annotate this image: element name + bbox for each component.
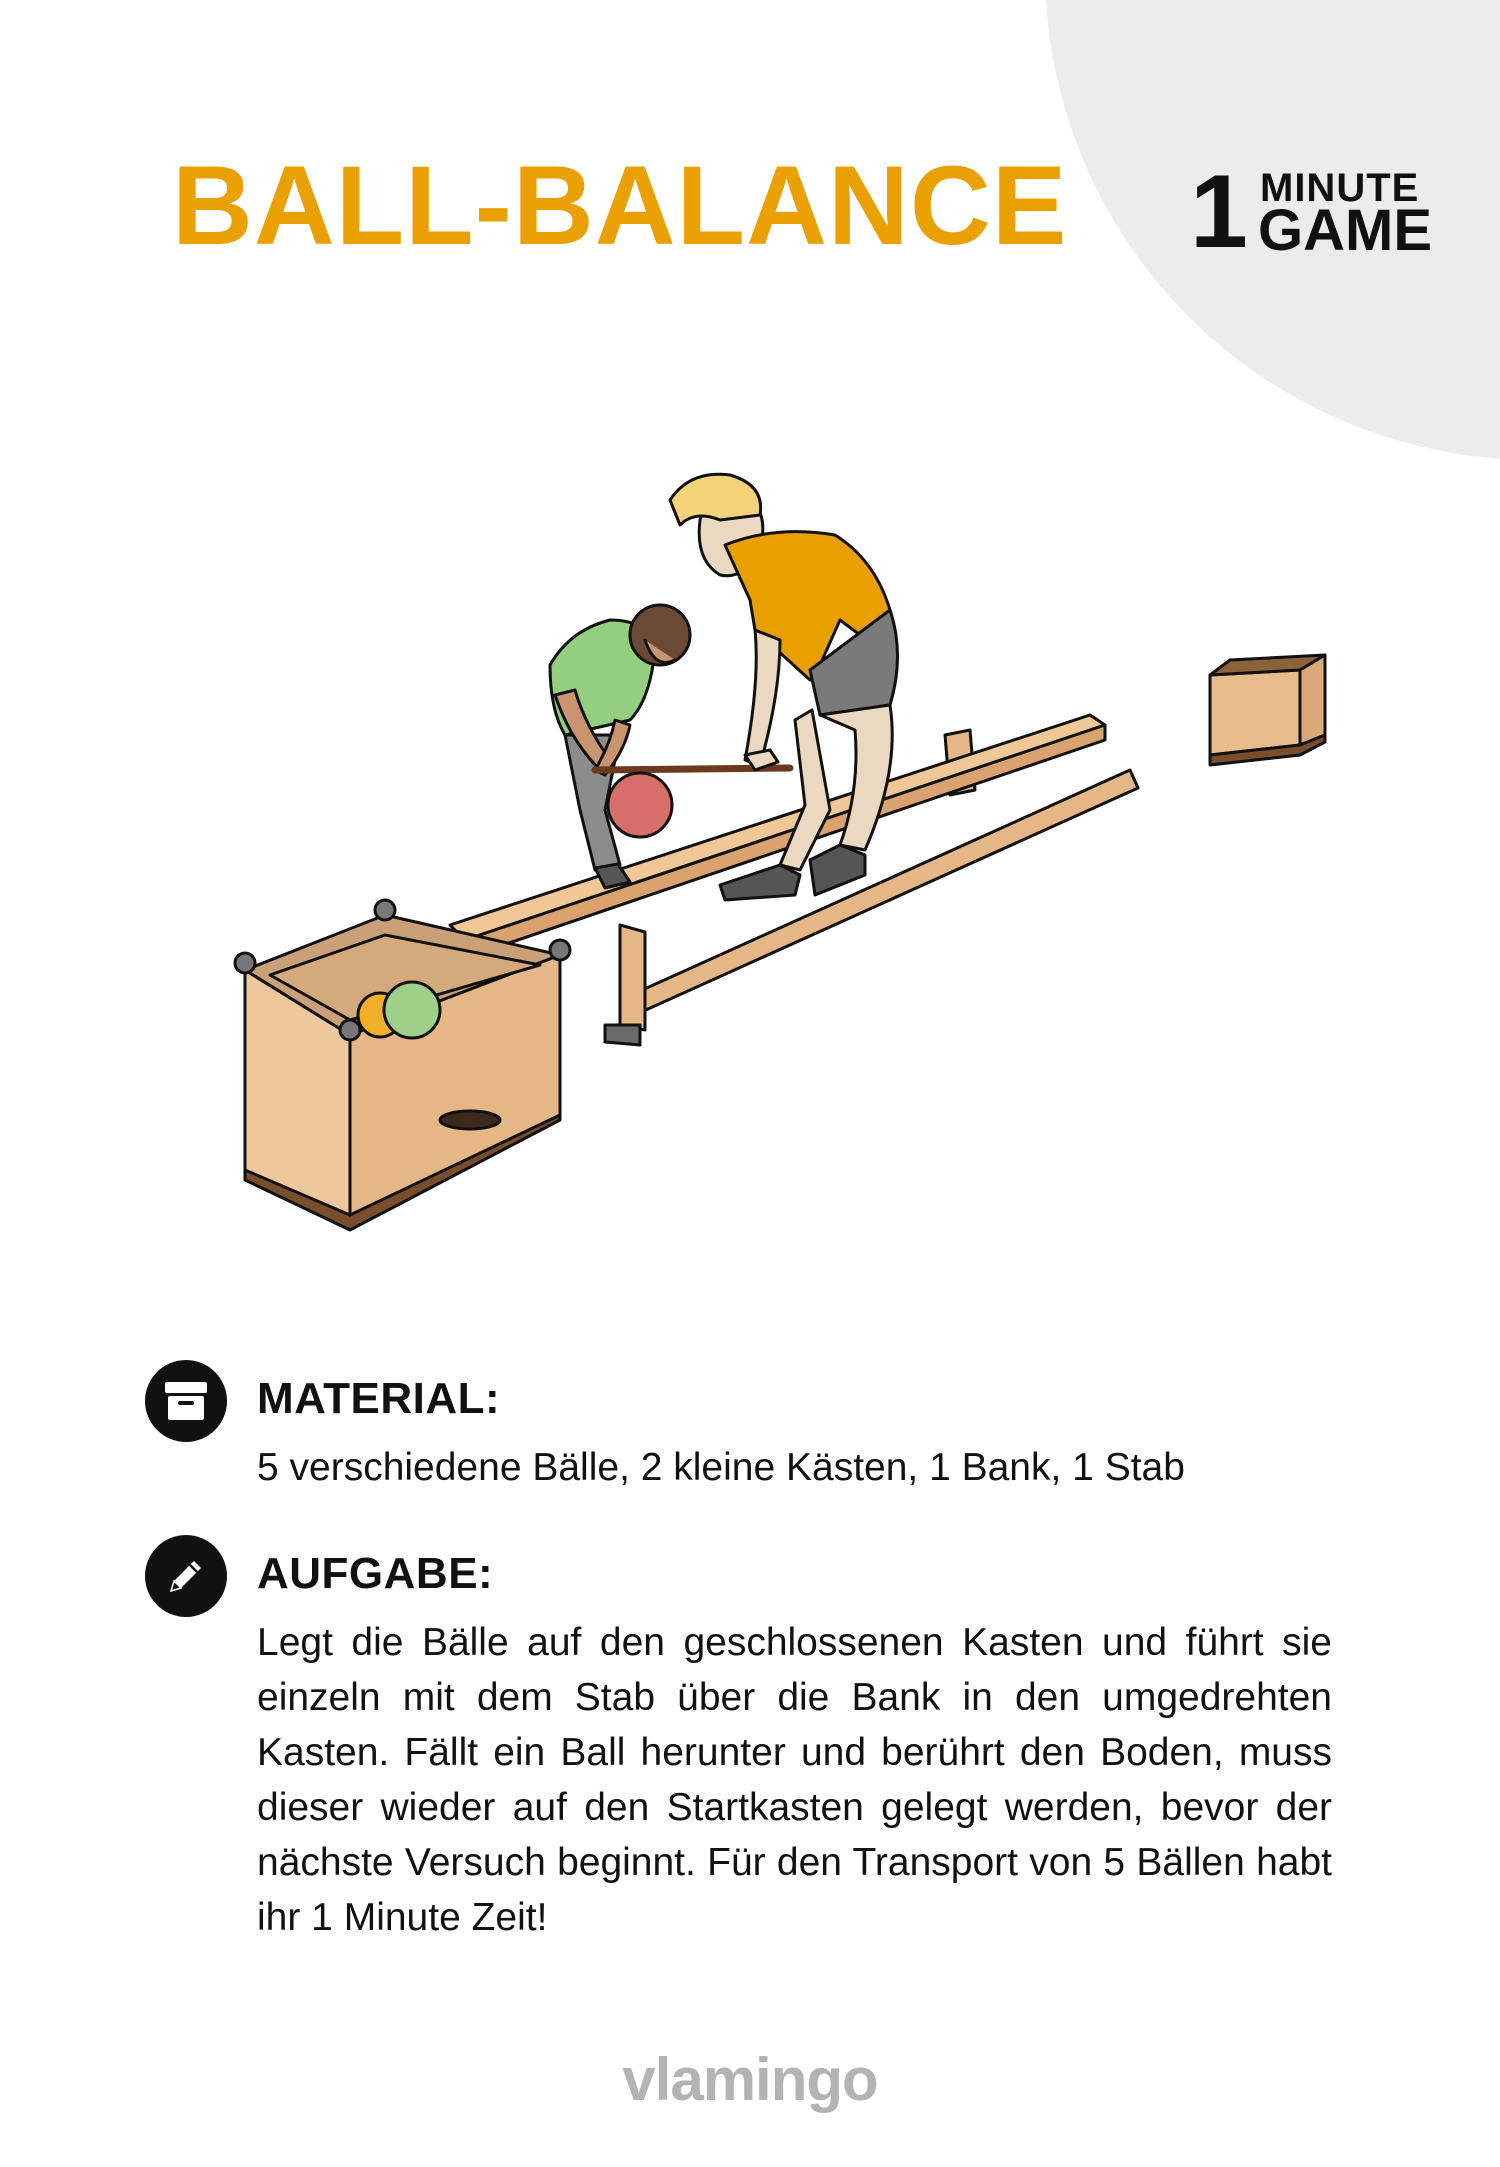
archive-box-icon bbox=[145, 1360, 227, 1442]
open-box-illustration bbox=[235, 900, 570, 1230]
page-title: BALL-BALANCE bbox=[172, 143, 1068, 268]
game-illustration bbox=[200, 470, 1330, 1250]
material-text: 5 verschiedene Bälle, 2 kleine Kästen, 1 Bank, 1 Stab bbox=[257, 1446, 1185, 1489]
red-ball-illustration bbox=[608, 773, 672, 837]
task-heading: AUFGABE: bbox=[257, 1549, 494, 1598]
badge-word-bottom: GAME bbox=[1258, 198, 1432, 263]
one-minute-game-badge bbox=[1190, 154, 1432, 270]
brand-logo: vlamingo bbox=[622, 2046, 878, 2113]
child-figure-illustration bbox=[550, 605, 690, 888]
task-text: Legt die Bälle auf den geschlossenen Kasten und führt sie einzeln mit dem Stab über die Bank in den umgedrehten Kasten. Fällt ein Ball herunter und berührt den Boden, muss dieser wieder auf den Startkasten gelegt werden, bevor der nächste Versuch beginnt. Für den Transport von 5 Bällen habt ihr 1 Minute Zeit! bbox=[257, 1621, 1332, 1939]
badge-number: 1 bbox=[1190, 154, 1248, 270]
badge-word-top: MINUTE bbox=[1260, 166, 1420, 210]
material-heading: MATERIAL: bbox=[257, 1374, 501, 1423]
pencil-icon bbox=[145, 1535, 227, 1617]
closed-box-illustration bbox=[1210, 655, 1325, 765]
